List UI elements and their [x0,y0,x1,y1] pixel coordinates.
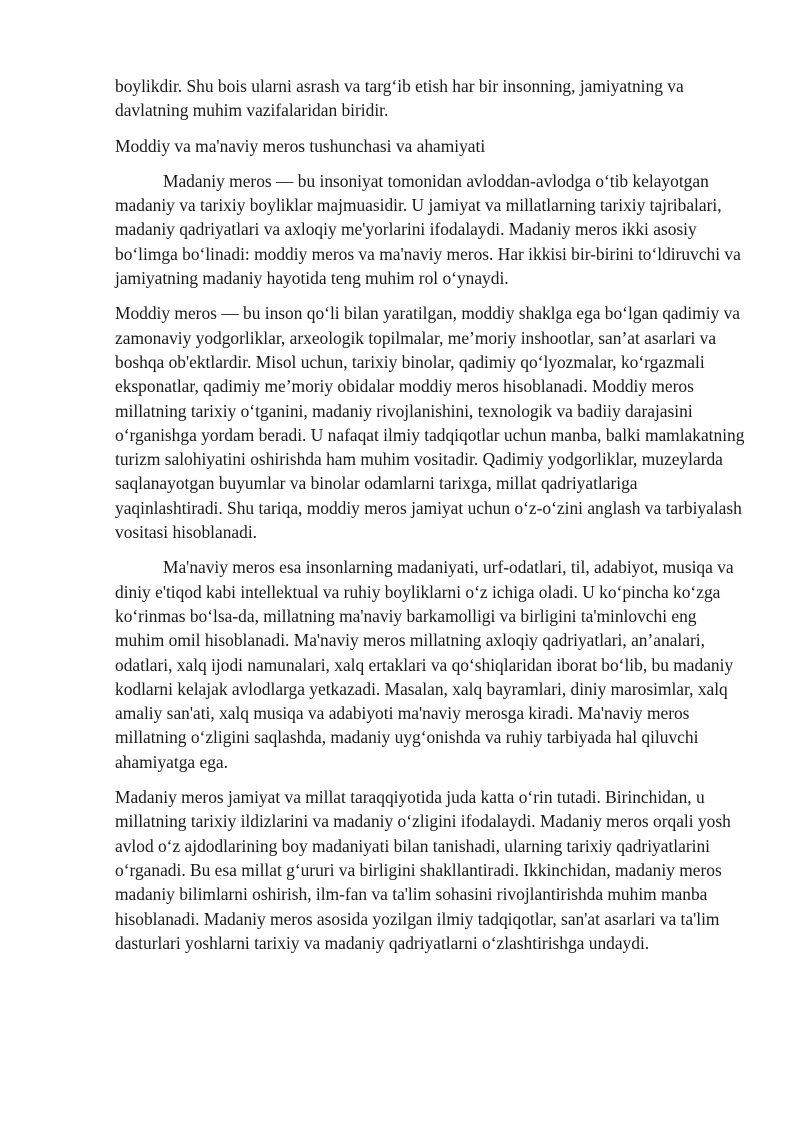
paragraph-continuation: boylikdir. Shu bois ularni asrash va targ‘ib etish har bir insonning, jamiyatning va davlatning muhim vazifalaridan biridir. [115,76,684,121]
paragraph-spiritual-heritage: Ma'naviy meros esa insonlarning madaniyati, urf-odatlari, til, adabiyot, musiqa va diniy e'tiqod kabi intellektual va ruhiy boyliklarni o‘z ichiga oladi. U ko‘pincha ko‘zga ko‘rinmas bo‘lsa-da, millatning ma'naviy barkamolligi va birligini ta'minlovchi eng muhim omil hisoblanadi. Ma'naviy meros millatning axloqiy qadriyatlari, an’analari, odatlari, xalq ijodi namunalari, xalq ertaklari va qo‘shiqlaridan iborat bo‘lib, bu madaniy kodlarni kelajak avlodlarga yetkazadi. Masalan, xalq bayramlari, diniy marosimlar, xalq amaliy san'ati, xalq musiqa va adabiyoti ma'naviy merosga kiradi. Ma'naviy meros millatning o‘zligini saqlashda, madaniy uyg‘onishda va ruhiy tarbiyada hal qiluvchi ahamiyatga ega. [115,557,734,772]
paragraph-cultural-heritage-definition: Madaniy meros — bu insoniyat tomonidan avloddan-avlodga o‘tib kelayotgan madaniy va tarixiy boyliklar majmuasidir. U jamiyat va millatlarning tarixiy tajribalari, madaniy qadriyatlari va axloqiy me'yorlarini ifodalaydi. Madaniy meros ikki asosiy bo‘limga bo‘linadi: moddiy meros va ma'naviy meros. Har ikkisi bir-birini to‘ldiruvchi va jamiyatning madaniy hayotida teng muhim rol o‘ynaydi. [115,170,741,289]
document-body [115,74,745,966]
paragraph-heritage-importance: Madaniy meros jamiyat va millat taraqqiyotida juda katta o‘rin tutadi. Birinchidan, u millatning tarixiy ildizlarini va madaniy o‘zligini ifodalaydi. Madaniy meros orqali yosh avlod o‘z ajdodlarining boy madaniyati bilan tanishadi, ularning tarixiy qadriyatlarini o‘rganadi. Bu esa millat g‘ururi va birligini shakllantiradi. Ikkinchidan, madaniy meros madaniy bilimlarni oshirish, ilm-fan va ta'lim sohasini rivojlantirishda muhim manba hisoblanadi. Madaniy meros asosida yozilgan ilmiy tadqiqotlar, san'at asarlari va ta'lim dasturlari yoshlarni tarixiy va madaniy qadriyatlarni o‘zlashtirishga undaydi. [115,787,731,953]
paragraph-material-heritage: Moddiy meros — bu inson qo‘li bilan yaratilgan, moddiy shaklga ega bo‘lgan qadimiy va zamonaviy yodgorliklar, arxeologik topilmalar, me’moriy inshootlar, san’at asarlari va boshqa ob'ektlardir. Misol uchun, tarixiy binolar, qadimiy qo‘lyozmalar, ko‘rgazmali eksponatlar, qadimiy me’moriy obidalar moddiy meros hisoblanadi. Moddiy meros millatning tarixiy o‘tganini, madaniy rivojlanishini, texnologik va badiiy darajasini o‘rganishga yordam beradi. U nafaqat ilmiy tadqiqotlar uchun manba, balki mamlakatning turizm salohiyatini oshirishda ham muhim vositadir. Qadimiy yodgorliklar, muzeylarda saqlanayotgan buyumlar va binolar odamlarni tarixga, millat qadriyatlariga yaqinlashtiradi. Shu tariqa, moddiy meros jamiyat uchun o‘z-o‘zini anglash va tarbiyalash vositasi hisoblanadi. [115,303,745,543]
section-heading: Moddiy va ma'naviy meros tushunchasi va ahamiyati [115,135,486,156]
